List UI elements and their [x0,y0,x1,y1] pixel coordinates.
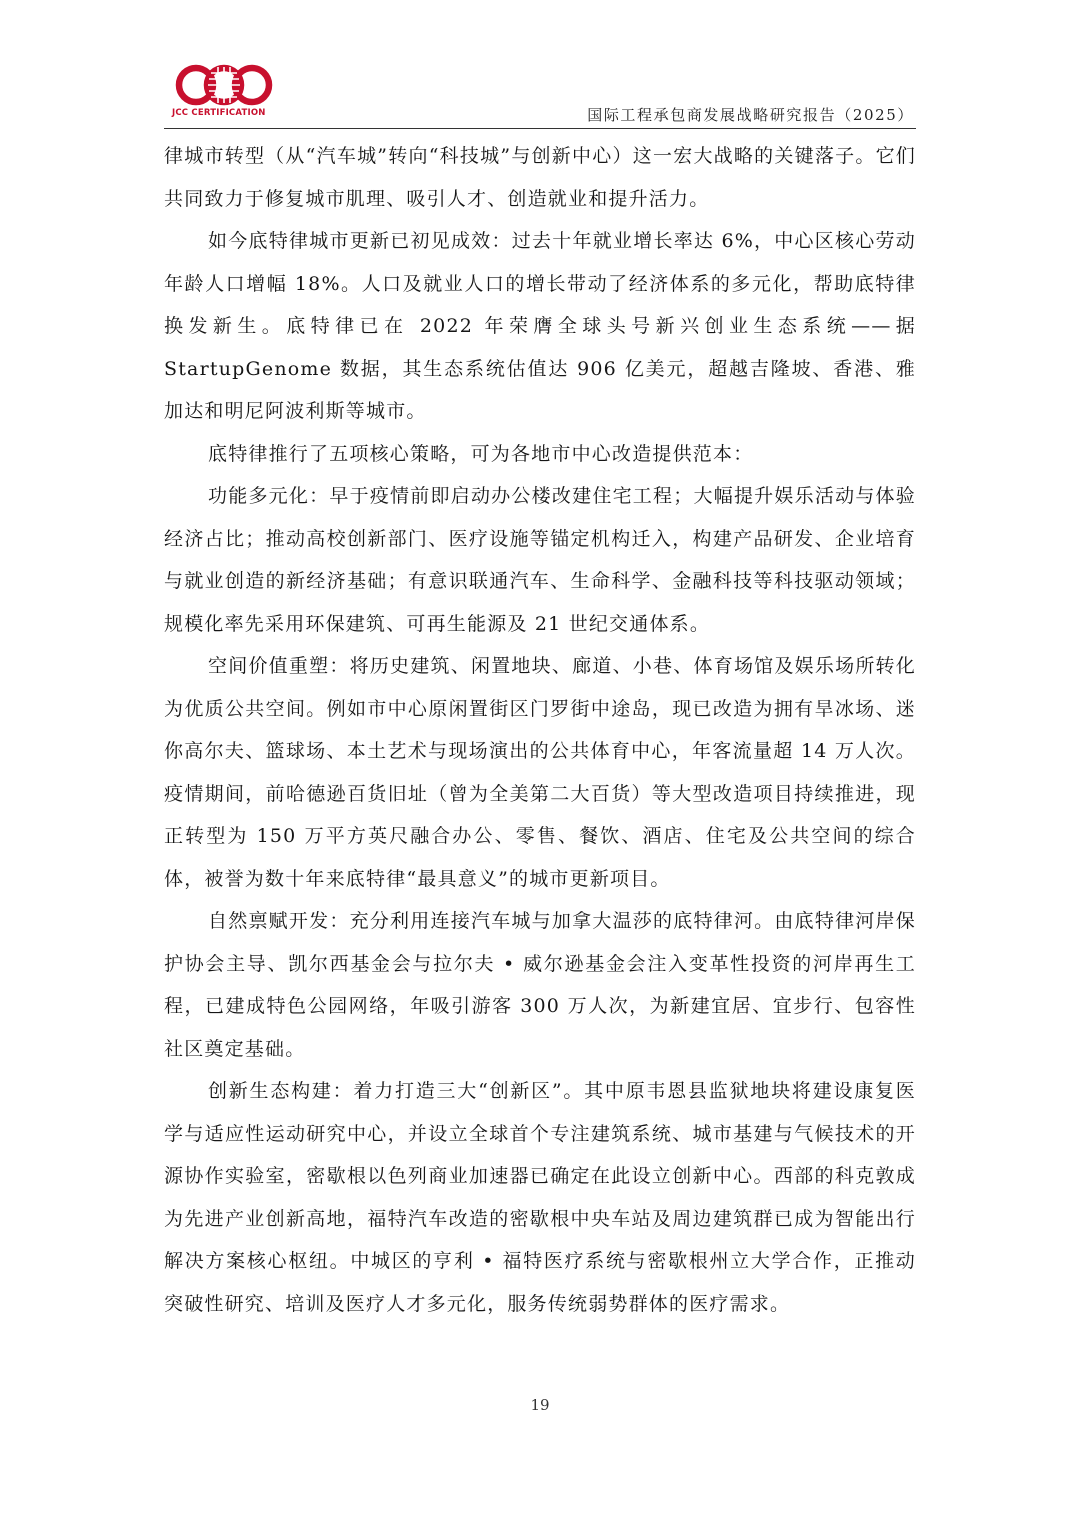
paragraph-function-diversification: 功能多元化：早于疫情前即启动办公楼改建住宅工程；大幅提升娱乐活动与体验经济占比；推动高校创新部门、医疗设施等锚定机构迁入，构建产品研发、企业培育与就业创造的新经济基础；有意识联通汽车、生命科学、金融科技等科技驱动领域；规模化率先采用环保建筑、可再生能源及 21 世纪交通体系。 [164,485,916,635]
paragraph-natural-endowment: 自然禀赋开发：充分利用连接汽车城与加拿大温莎的底特律河。由底特律河岸保护协会主导、凯尔西基金会与拉尔夫 • 威尔逊基金会注入变革性投资的河岸再生工程，已建成特色公园网络，年吸引游客 300 万人次，为新建宜居、宜步行、包容性社区奠定基础。 [164,910,916,1060]
paragraph-results: 如今底特律城市更新已初见成效：过去十年就业增长率达 6%，中心区核心劳动年龄人口增幅 18%。人口及就业人口的增长带动了经济体系的多元化，帮助底特律换发新生。底特律已在 2022 年荣膺全球头号新兴创业生态系统——据 StartupGenome 数据，其生态系统估值达 906 亿美元，超越吉隆坡、香港、雅加达和明尼阿波利斯等城市。 [164,230,916,422]
paragraph-space-value: 空间价值重塑：将历史建筑、闲置地块、廊道、小巷、体育场馆及娱乐场所转化为优质公共空间。例如市中心原闲置街区门罗街中途岛，现已改造为拥有旱冰场、迷你高尔夫、篮球场、本土艺术与现场演出的公共体育中心，年客流量超 14 万人次。疫情期间，前哈德逊百货旧址（曾为全美第二大百货）等大型改造项目持续推进，现正转型为 150 万平方英尺融合办公、零售、餐饮、酒店、住宅及公共空间的综合体，被誉为数十年来底特律“最具意义”的城市更新项目。 [164,655,916,890]
body-text [164,135,916,1325]
jcc-logo [172,62,276,122]
report-title: 国际工程承包商发展战略研究报告（2025） [587,106,914,124]
page-header [0,0,1080,130]
logo-text: JCC CERTIFICATION [172,108,266,118]
header-divider [164,128,916,129]
paragraph-innovation-ecosystem: 创新生态构建：着力打造三大“创新区”。其中原韦恩县监狱地块将建设康复医学与适应性运动研究中心，并设立全球首个专注建筑系统、城市基建与气候技术的开源协作实验室，密歇根以色列商业加速器已确定在此设立创新中心。西部的科克敦成为先进产业创新高地，福特汽车改造的密歇根中央车站及周边建筑群已成为智能出行解决方案核心枢纽。中城区的亨利 • 福特医疗系统与密歇根州立大学合作，正推动突破性研究、培训及医疗人才多元化，服务传统弱势群体的医疗需求。 [164,1080,916,1315]
paragraph-continued: 律城市转型（从“汽车城”转向“科技城”与创新中心）这一宏大战略的关键落子。它们共同致力于修复城市肌理、吸引人才、创造就业和提升活力。 [164,145,916,210]
paragraph-strategies-intro: 底特律推行了五项核心策略，可为各地市中心改造提供范本： [208,442,754,465]
page-number: 19 [530,1396,550,1414]
jcc-rings-icon [174,62,274,108]
